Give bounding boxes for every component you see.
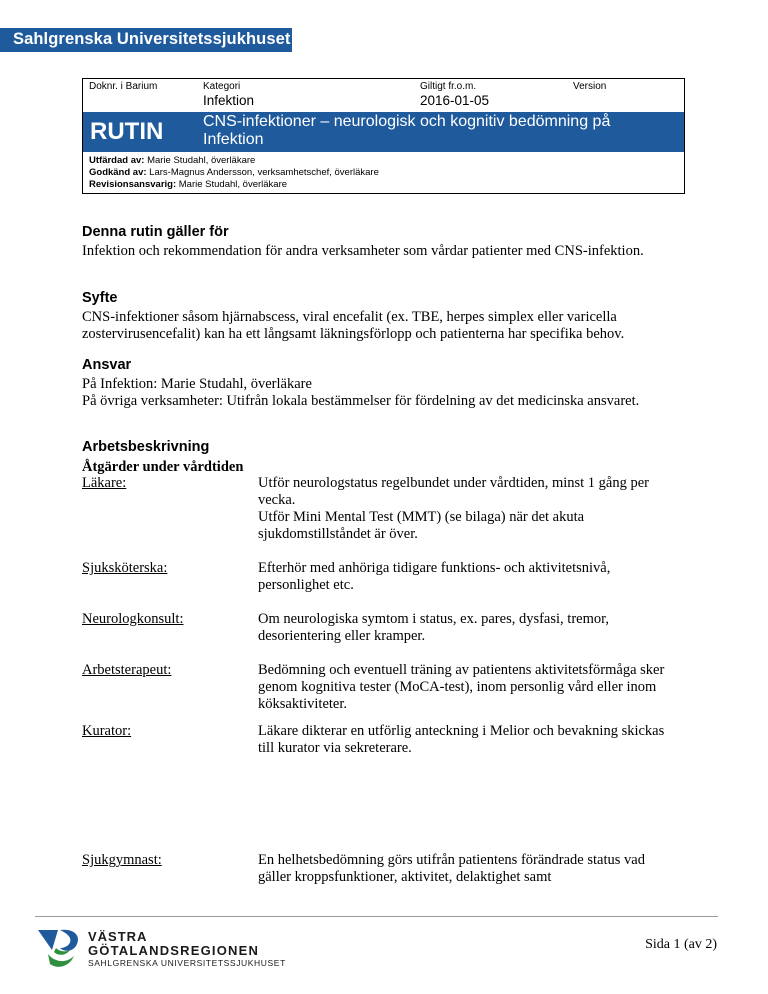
role-lakare-text-1: Utför neurologstatus regelbundet under vårdtiden, minst 1 gång per vecka. xyxy=(258,475,649,508)
godkand-label: Godkänd av: xyxy=(89,167,147,178)
role-neurologkonsult-text: Om neurologiska symtom i status, ex. pares, dysfasi, tremor, desorientering eller kramper. xyxy=(258,611,609,644)
syfte-heading: Syfte xyxy=(82,290,118,306)
kategori-label: Kategori xyxy=(203,81,241,92)
responsibility-block xyxy=(89,155,379,191)
role-lakare-text-2: Utför Mini Mental Test (MMT) (se bilaga) när det akuta sjukdomstillståndet är över. xyxy=(258,509,585,542)
role-neurologkonsult: Neurologkonsult: xyxy=(82,611,184,627)
syfte-text: CNS-infektioner såsom hjärnabscess, viral encefalit (ex. TBE, herpes simplex eller varicella zostervirusencefalit) kan ha ett långsamt läkningsförlopp och patienterna har specifika behov. xyxy=(82,309,625,342)
page-number: Sida 1 (av 2) xyxy=(645,937,717,952)
galler-text: Infektion och rekommendation för andra verksamheter som vårdar patienter med CNS-infektion. xyxy=(82,243,644,259)
document-header-table xyxy=(82,78,685,194)
vgr-logo-icon xyxy=(36,926,84,970)
revision-row xyxy=(89,179,379,191)
title-bar xyxy=(83,112,684,152)
revision-value: Marie Studahl, överläkare xyxy=(176,179,288,190)
role-kurator-text: Läkare dikterar en utförlig anteckning i Melior och bevakning skickas till kurator via sekreterare. xyxy=(258,723,665,756)
giltigt-label: Giltigt fr.o.m. xyxy=(420,81,477,92)
role-sjukgymnast: Sjukgymnast: xyxy=(82,852,162,868)
role-kurator: Kurator: xyxy=(82,723,132,739)
role-arbetsterapeut-text: Bedömning och eventuell träning av patientens aktivitetsförmåga sker genom kognitiva tester (MoCA-test), inom personlig vård eller inom köksaktiviteter. xyxy=(258,662,665,712)
logo-line-1: VÄSTRA xyxy=(88,929,148,944)
ansvar-line2: På övriga verksamheter: Utifrån lokala bestämmelser för fördelning av det medicinska ansvaret. xyxy=(82,393,640,409)
giltigt-value: 2016-01-05 xyxy=(420,93,490,108)
arbete-heading: Arbetsbeskrivning xyxy=(82,439,210,455)
ansvar-line1: På Infektion: Marie Studahl, överläkare xyxy=(82,376,312,392)
revision-label: Revisionsansvarig: xyxy=(89,179,177,190)
doc-type-label: RUTIN xyxy=(90,118,164,145)
role-arbetsterapeut: Arbetsterapeut: xyxy=(82,662,172,678)
logo-line-3: SAHLGRENSKA UNIVERSITETSSJUKHUSET xyxy=(88,958,286,968)
role-sjukgymnast-text: En helhetsbedömning görs utifrån patientens förändrade status vad gäller kroppsfunktioner, aktivitet, delaktighet samt xyxy=(258,852,645,885)
ansvar-heading: Ansvar xyxy=(82,357,132,373)
document-title: CNS-infektioner – neurologisk och kognitiv bedömning på Infektion xyxy=(203,113,611,148)
logo-line-2: GÖTALANDSREGIONEN xyxy=(88,943,260,958)
galler-heading: Denna rutin gäller för xyxy=(82,224,229,240)
utfardad-value: Marie Studahl, överläkare xyxy=(144,155,256,166)
top-banner xyxy=(0,0,300,52)
footer-divider xyxy=(35,916,718,917)
footer-logo-text xyxy=(88,930,286,969)
godkand-value: Lars-Magnus Andersson, verksamhetschef, överläkare xyxy=(146,167,379,178)
top-banner-band xyxy=(0,28,292,52)
kategori-value: Infektion xyxy=(203,93,255,108)
godkand-row xyxy=(89,167,379,179)
utfardad-row xyxy=(89,155,379,167)
atgarder-heading: Åtgärder under vårdtiden xyxy=(82,459,244,475)
version-label: Version xyxy=(573,81,607,92)
top-banner-text: Sahlgrenska Universitetssjukhuset xyxy=(13,30,291,48)
role-sjukskoterska: Sjuksköterska: xyxy=(82,560,168,576)
role-lakare: Läkare: xyxy=(82,475,127,491)
doknr-label: Doknr. i Barium xyxy=(89,81,158,92)
role-sjukskoterska-text: Efterhör med anhöriga tidigare funktions- och aktivitetsnivå, personlighet etc. xyxy=(258,560,611,593)
utfardad-label: Utfärdad av: xyxy=(89,155,145,166)
